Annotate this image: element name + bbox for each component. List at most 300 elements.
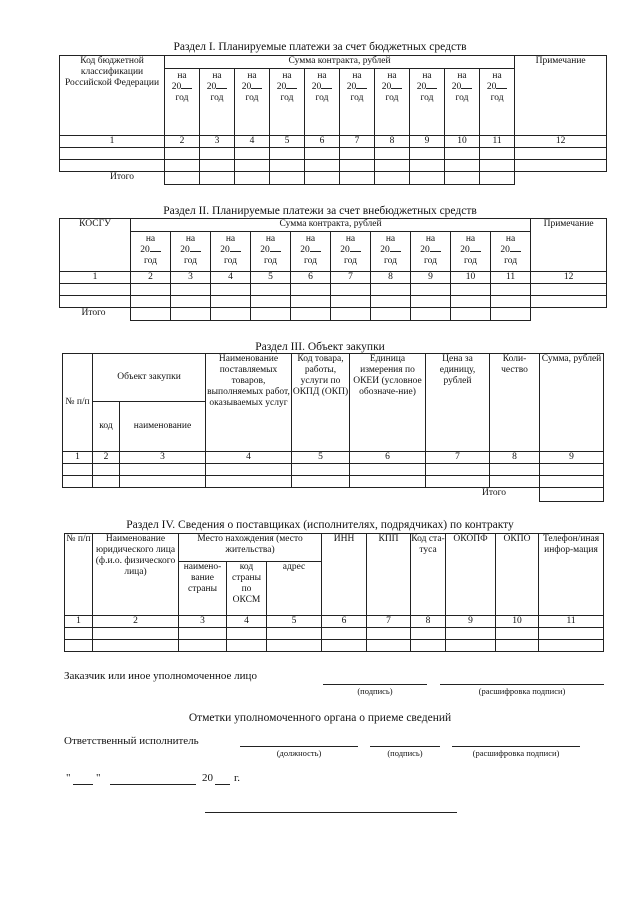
marks-title: Отметки уполномоченного органа о приеме сведений: [188, 712, 452, 724]
s4-addr-header: адрес: [267, 562, 322, 616]
s2-cell[interactable]: [371, 284, 411, 296]
s1-cell[interactable]: [480, 160, 515, 172]
s2-num-11: 11: [491, 272, 531, 284]
s4-cell[interactable]: [496, 640, 539, 652]
year-blank-field[interactable]: [216, 88, 227, 89]
s4-okpo-header: ОКПО: [496, 534, 539, 616]
s2-cell[interactable]: [251, 284, 291, 296]
s2-num-7: 7: [331, 272, 371, 284]
customer-decode-caption: (расшифровка подписи): [478, 686, 566, 696]
s2-cell[interactable]: [491, 296, 531, 308]
customer-sign-line[interactable]: [323, 684, 427, 685]
s1-cell[interactable]: [165, 160, 200, 172]
s1-num-9: 9: [410, 136, 445, 148]
s2-cell[interactable]: [291, 284, 331, 296]
year-god-text: год: [224, 256, 237, 266]
s1-total-cell[interactable]: [410, 172, 445, 185]
s4-cell[interactable]: [496, 628, 539, 640]
s3-num-2: 2: [93, 452, 120, 464]
s2-total-cell[interactable]: [251, 308, 291, 321]
s1-sum-header: Сумма контракта, рублей: [165, 56, 515, 69]
year-god-text: год: [315, 93, 329, 103]
year-20-text: 20: [171, 245, 210, 256]
s3-num-4: 4: [206, 452, 292, 464]
year-god-text: год: [184, 256, 197, 266]
year-na-text: на: [145, 234, 156, 244]
s2-cell[interactable]: [531, 284, 607, 296]
date-month-line[interactable]: [110, 784, 196, 785]
s4-cell[interactable]: [539, 640, 604, 652]
year-blank-field[interactable]: [470, 251, 481, 252]
s2-total-cell[interactable]: [211, 308, 251, 321]
s2-num-8: 8: [371, 272, 411, 284]
s1-cell[interactable]: [515, 148, 607, 160]
s4-kpp-header: КПП: [367, 534, 411, 616]
s1-year-col: [165, 69, 200, 136]
s4-cell[interactable]: [539, 628, 604, 640]
year-blank-field[interactable]: [510, 251, 521, 252]
s1-cell[interactable]: [445, 148, 480, 160]
s2-total-cell[interactable]: [291, 308, 331, 321]
s2-cell[interactable]: [211, 296, 251, 308]
year-blank-field[interactable]: [181, 88, 192, 89]
s4-inn-header: ИНН: [322, 534, 367, 616]
customer-sign-caption: (подпись): [357, 686, 393, 696]
s1-year-col: [375, 69, 410, 136]
s2-note-header: Примечание: [531, 219, 607, 272]
year-na-text: на: [492, 71, 502, 81]
year-blank-field[interactable]: [426, 88, 437, 89]
year-20-text: 20: [410, 82, 444, 93]
s1-total-cell[interactable]: [235, 172, 270, 185]
s2-cell[interactable]: [451, 296, 491, 308]
s1-num-12: 12: [515, 136, 607, 148]
s2-num-2: 2: [131, 272, 171, 284]
s1-cell[interactable]: [60, 148, 165, 160]
year-god-text: год: [504, 256, 518, 266]
s4-cell[interactable]: [93, 640, 179, 652]
s1-num-11: 11: [480, 136, 515, 148]
s3-num-5: 5: [292, 452, 350, 464]
year-blank-field[interactable]: [321, 88, 332, 89]
year-na-text: на: [177, 71, 187, 81]
s4-num-11: 11: [539, 616, 604, 628]
s3-cell[interactable]: [540, 464, 604, 476]
year-god-text: год: [420, 93, 434, 103]
s1-cell[interactable]: [305, 160, 340, 172]
s2-year-col: [371, 232, 411, 272]
year-blank-field[interactable]: [150, 251, 161, 252]
s1-total-cell[interactable]: [445, 172, 480, 185]
s4-cell[interactable]: [267, 628, 322, 640]
position-caption: (должность): [276, 748, 322, 758]
year-blank-field[interactable]: [350, 251, 361, 252]
s1-cell[interactable]: [375, 148, 410, 160]
s4-cell[interactable]: [411, 640, 446, 652]
year-20-text: 20: [251, 245, 290, 256]
year-na-text: на: [225, 234, 236, 244]
s4-cell[interactable]: [179, 640, 227, 652]
s1-year-col: [340, 69, 375, 136]
s2-num-6: 6: [291, 272, 331, 284]
date-day-line[interactable]: [73, 784, 93, 785]
year-na-text: на: [305, 234, 316, 244]
year-na-text: на: [212, 71, 222, 81]
year-20-text: 20: [165, 82, 199, 93]
s3-cell[interactable]: [206, 476, 292, 488]
s4-cell[interactable]: [446, 628, 496, 640]
s2-year-col: [331, 232, 371, 272]
s2-year-col: [291, 232, 331, 272]
year-20-text: 20: [131, 245, 170, 256]
s2-cell[interactable]: [331, 284, 371, 296]
year-god-text: год: [144, 256, 157, 266]
s1-num-8: 8: [375, 136, 410, 148]
year-blank-field[interactable]: [496, 88, 507, 89]
date-g: г.: [234, 772, 241, 784]
s4-cell[interactable]: [322, 640, 367, 652]
date-year-line[interactable]: [215, 784, 230, 785]
s2-cell[interactable]: [211, 284, 251, 296]
s4-num-6: 6: [322, 616, 367, 628]
year-20-text: 20: [445, 82, 479, 93]
s3-unit-header: Единица измерения по ОКЕИ (условное обозначе-ние): [350, 354, 426, 452]
s1-cell[interactable]: [410, 160, 445, 172]
section-3-table: [62, 353, 604, 502]
year-20-text: 20: [305, 82, 339, 93]
s3-cell[interactable]: [426, 464, 490, 476]
s4-cell[interactable]: [267, 640, 322, 652]
s3-num-8: 8: [490, 452, 540, 464]
s3-cell[interactable]: [120, 476, 206, 488]
year-god-text: год: [350, 93, 364, 103]
s2-cell[interactable]: [131, 296, 171, 308]
s1-cell[interactable]: [410, 148, 445, 160]
s1-total-cell[interactable]: [165, 172, 200, 185]
s1-year-col: [235, 69, 270, 136]
s4-num-1: 1: [65, 616, 93, 628]
year-20-text: 20: [331, 245, 370, 256]
year-god-text: год: [264, 256, 277, 266]
s3-total-cell[interactable]: [540, 488, 604, 502]
s2-code-header: КОСГУ: [60, 219, 131, 272]
s4-cell[interactable]: [322, 628, 367, 640]
s2-year-col: [451, 232, 491, 272]
s1-year-col: [480, 69, 515, 136]
year-na-text: на: [505, 234, 516, 244]
s3-cell[interactable]: [206, 464, 292, 476]
s2-cell[interactable]: [171, 284, 211, 296]
year-na-text: на: [247, 71, 257, 81]
s2-cell[interactable]: [60, 284, 131, 296]
s2-num-5: 5: [251, 272, 291, 284]
s3-cell[interactable]: [120, 464, 206, 476]
year-blank-field[interactable]: [356, 88, 367, 89]
s2-year-col: [171, 232, 211, 272]
s4-num-10: 10: [496, 616, 539, 628]
year-na-text: на: [425, 234, 436, 244]
section-4-table: [64, 533, 604, 652]
bottom-line: [205, 812, 457, 813]
s3-cell[interactable]: [350, 464, 426, 476]
s1-total-cell[interactable]: [340, 172, 375, 185]
year-na-text: на: [457, 71, 467, 81]
year-god-text: год: [175, 93, 189, 103]
s2-num-1: 1: [60, 272, 131, 284]
year-na-text: на: [282, 71, 292, 81]
s4-cell[interactable]: [93, 628, 179, 640]
section-2-table: [59, 218, 607, 321]
s3-goods-header: Наименование поставляемых товаров, выполняемых работ, оказываемых услуг: [206, 354, 292, 452]
s1-num-7: 7: [340, 136, 375, 148]
s3-cell[interactable]: [63, 464, 93, 476]
responsible-decode-line[interactable]: [452, 746, 580, 747]
s3-cell[interactable]: [540, 476, 604, 488]
s1-cell[interactable]: [235, 160, 270, 172]
s2-num-10: 10: [451, 272, 491, 284]
year-na-text: на: [345, 234, 356, 244]
year-20-text: 20: [491, 245, 530, 256]
s1-cell[interactable]: [60, 160, 165, 172]
s3-num-1: 1: [63, 452, 93, 464]
year-god-text: год: [384, 256, 397, 266]
s2-sum-header: Сумма контракта, рублей: [131, 219, 531, 232]
s2-year-col: [131, 232, 171, 272]
s4-cell[interactable]: [227, 628, 267, 640]
year-na-text: на: [387, 71, 397, 81]
s2-cell[interactable]: [451, 284, 491, 296]
s3-num-6: 6: [350, 452, 426, 464]
s4-cell[interactable]: [65, 628, 93, 640]
s3-cell[interactable]: [350, 476, 426, 488]
s1-code-header: Код бюджетной классификации Российской Федерации: [60, 56, 165, 136]
s2-cell[interactable]: [411, 284, 451, 296]
s2-total-cell[interactable]: [371, 308, 411, 321]
s1-num-10: 10: [445, 136, 480, 148]
s3-num-7: 7: [426, 452, 490, 464]
s4-cell[interactable]: [179, 628, 227, 640]
s4-cell[interactable]: [367, 640, 411, 652]
s2-total-cell[interactable]: [491, 308, 531, 321]
year-god-text: год: [280, 93, 294, 103]
s1-total-cell[interactable]: [305, 172, 340, 185]
s4-num-7: 7: [367, 616, 411, 628]
year-blank-field[interactable]: [310, 251, 321, 252]
section-2-title: Раздел II. Планируемые платежи за счет внебюджетных средств: [163, 205, 477, 217]
s4-num-8: 8: [411, 616, 446, 628]
s1-num-2: 2: [165, 136, 200, 148]
s3-cell[interactable]: [292, 476, 350, 488]
s2-cell[interactable]: [60, 296, 131, 308]
s3-code-header: код: [93, 402, 120, 452]
s2-total-empty: [531, 308, 607, 321]
year-na-text: на: [265, 234, 276, 244]
s1-total-cell[interactable]: [270, 172, 305, 185]
section-1-title: Раздел I. Планируемые платежи за счет бюджетных средств: [173, 41, 467, 53]
s2-year-col: [251, 232, 291, 272]
s2-total-cell[interactable]: [451, 308, 491, 321]
s4-cell[interactable]: [367, 628, 411, 640]
s2-cell[interactable]: [491, 284, 531, 296]
year-20-text: 20: [211, 245, 250, 256]
s2-cell[interactable]: [251, 296, 291, 308]
s1-cell[interactable]: [445, 160, 480, 172]
s2-year-col: [491, 232, 531, 272]
s2-year-col: [411, 232, 451, 272]
year-20-text: 20: [371, 245, 410, 256]
s4-cell[interactable]: [227, 640, 267, 652]
s4-num-3: 3: [179, 616, 227, 628]
s2-cell[interactable]: [291, 296, 331, 308]
year-god-text: год: [424, 256, 437, 266]
year-na-text: на: [465, 234, 476, 244]
s4-num-5: 5: [267, 616, 322, 628]
s3-cell[interactable]: [93, 464, 120, 476]
s1-total-empty: [515, 172, 607, 185]
year-blank-field[interactable]: [251, 88, 262, 89]
s1-cell[interactable]: [200, 148, 235, 160]
year-god-text: год: [210, 93, 224, 103]
year-blank-field[interactable]: [230, 251, 241, 252]
s1-year-col: [305, 69, 340, 136]
year-god-text: год: [344, 256, 357, 266]
s2-total-cell[interactable]: [131, 308, 171, 321]
s1-num-4: 4: [235, 136, 270, 148]
s3-object-header: Объект закупки: [93, 354, 206, 402]
s2-cell[interactable]: [411, 296, 451, 308]
year-god-text: год: [245, 93, 259, 103]
s3-qty-header: Коли-чество: [490, 354, 540, 452]
s3-sum-header: Сумма, рублей: [540, 354, 604, 452]
year-blank-field[interactable]: [390, 251, 401, 252]
s2-year-col: [211, 232, 251, 272]
customer-decode-line[interactable]: [440, 684, 604, 685]
s1-total-label: Итого: [109, 172, 134, 182]
s1-total-cell[interactable]: [375, 172, 410, 185]
s1-cell[interactable]: [270, 160, 305, 172]
s2-total-cell[interactable]: [331, 308, 371, 321]
section-1-table: [59, 55, 607, 185]
s4-country-header: наимено-вание страны: [179, 562, 227, 616]
responsible-sign-caption: (подпись): [387, 748, 423, 758]
s1-total-cell[interactable]: [200, 172, 235, 185]
s3-num-3: 3: [120, 452, 206, 464]
year-20-text: 20: [270, 82, 304, 93]
s4-cell[interactable]: [446, 640, 496, 652]
s1-cell[interactable]: [235, 148, 270, 160]
s1-total-cell[interactable]: [480, 172, 515, 185]
s2-cell[interactable]: [531, 296, 607, 308]
s3-price-header: Цена за единицу, рублей: [426, 354, 490, 452]
year-blank-field[interactable]: [190, 251, 201, 252]
s2-cell[interactable]: [331, 296, 371, 308]
year-god-text: год: [455, 93, 469, 103]
s4-cell[interactable]: [65, 640, 93, 652]
s3-cell[interactable]: [63, 476, 93, 488]
s1-cell[interactable]: [340, 148, 375, 160]
s2-total-cell[interactable]: [171, 308, 211, 321]
s1-num-5: 5: [270, 136, 305, 148]
year-god-text: год: [304, 256, 317, 266]
customer-label: Заказчик или иное уполномоченное лицо: [64, 670, 257, 682]
s4-phone-header: Телефон/иная инфор-мация: [539, 534, 604, 616]
year-blank-field[interactable]: [391, 88, 402, 89]
s1-year-col: [445, 69, 480, 136]
s1-cell[interactable]: [340, 160, 375, 172]
s4-oksm-header: код страны по ОКСМ: [227, 562, 267, 616]
s1-num-6: 6: [305, 136, 340, 148]
s4-num-2: 2: [93, 616, 179, 628]
year-na-text: на: [352, 71, 362, 81]
year-20-text: 20: [411, 245, 450, 256]
s2-num-12: 12: [531, 272, 607, 284]
s3-cell[interactable]: [426, 476, 490, 488]
year-20-text: 20: [340, 82, 374, 93]
year-20-text: 20: [291, 245, 330, 256]
s3-total-label: Итого: [481, 488, 506, 498]
date-year-prefix: 20: [202, 772, 213, 784]
s1-cell[interactable]: [515, 160, 607, 172]
s4-status-header: Код ста-туса: [411, 534, 446, 616]
s2-cell[interactable]: [131, 284, 171, 296]
year-20-text: 20: [451, 245, 490, 256]
date-quote-close: ": [96, 772, 101, 784]
year-20-text: 20: [480, 82, 514, 93]
responsible-sign-line[interactable]: [370, 746, 440, 747]
s1-cell[interactable]: [480, 148, 515, 160]
s3-cell[interactable]: [292, 464, 350, 476]
s1-num-1: 1: [60, 136, 165, 148]
s3-cell[interactable]: [490, 476, 540, 488]
s2-cell[interactable]: [171, 296, 211, 308]
responsible-decode-caption: (расшифровка подписи): [472, 748, 560, 758]
s1-cell[interactable]: [270, 148, 305, 160]
s4-cell[interactable]: [411, 628, 446, 640]
s2-cell[interactable]: [371, 296, 411, 308]
s1-cell[interactable]: [305, 148, 340, 160]
s1-year-col: [410, 69, 445, 136]
year-blank-field[interactable]: [286, 88, 297, 89]
s1-cell[interactable]: [200, 160, 235, 172]
s1-year-col: [270, 69, 305, 136]
s4-num-header: № п/п: [65, 534, 93, 616]
year-20-text: 20: [200, 82, 234, 93]
s3-name-header: наименование: [120, 402, 206, 452]
year-god-text: год: [464, 256, 477, 266]
s2-num-9: 9: [411, 272, 451, 284]
s3-cell[interactable]: [490, 464, 540, 476]
position-line[interactable]: [240, 746, 358, 747]
section-4-title: Раздел IV. Сведения о поставщиках (исполнителях, подрядчиках) по контракту: [126, 519, 514, 531]
responsible-label: Ответственный исполнитель: [64, 735, 199, 747]
year-20-text: 20: [375, 82, 409, 93]
s1-cell[interactable]: [375, 160, 410, 172]
s3-cell[interactable]: [93, 476, 120, 488]
s4-num-9: 9: [446, 616, 496, 628]
s2-total-cell[interactable]: [411, 308, 451, 321]
s3-num-9: 9: [540, 452, 604, 464]
s3-okpd-header: Код товара, работы, услуги по ОКПД (ОКП): [292, 354, 350, 452]
s4-num-4: 4: [227, 616, 267, 628]
year-na-text: на: [317, 71, 327, 81]
year-blank-field[interactable]: [270, 251, 281, 252]
s1-cell[interactable]: [165, 148, 200, 160]
year-god-text: год: [385, 93, 399, 103]
date-quote-open: ": [66, 772, 71, 784]
year-blank-field[interactable]: [461, 88, 472, 89]
year-blank-field[interactable]: [430, 251, 441, 252]
s4-name-header: Наименование юридического лица (ф.и.о. физического лица): [93, 534, 179, 616]
